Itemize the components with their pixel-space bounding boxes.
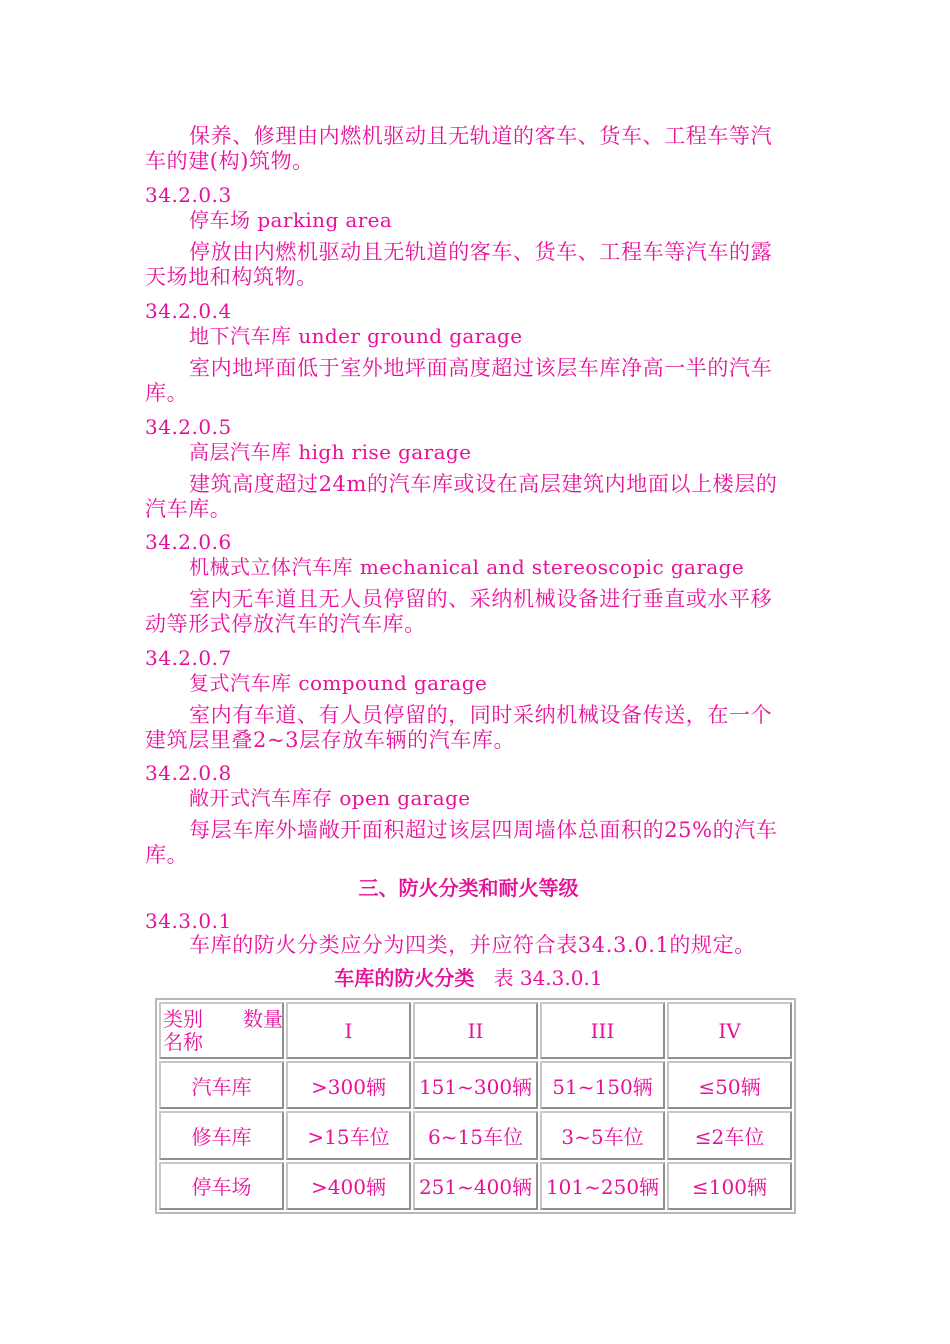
clause-number: 34.2.0.3 — [145, 183, 232, 207]
paragraph-fire-classification-rule: 车库的防火分类应分为四类，并应符合表34.3.0.1的规定。 — [189, 933, 756, 957]
table-row — [159, 1061, 792, 1109]
table-row — [159, 1162, 792, 1210]
table-cell: ≤100辆 — [667, 1162, 792, 1210]
fire-classification-table — [155, 998, 796, 1214]
term-zh: 敞开式汽车库存 — [189, 786, 333, 810]
term-zh: 停车场 — [189, 208, 251, 232]
table-cell: 6~15车位 — [413, 1111, 538, 1159]
table-cell: 3~5车位 — [540, 1111, 665, 1159]
term-zh: 高层汽车库 — [189, 440, 292, 464]
term-mechanical-garage — [189, 555, 744, 579]
clause-number: 34.2.0.4 — [145, 299, 232, 323]
table-cell: 151~300辆 — [413, 1061, 538, 1109]
table-cell: ≤2车位 — [667, 1111, 792, 1159]
term-en: mechanical and stereoscopic garage — [359, 555, 745, 579]
table-caption-title: 车库的防火分类 — [334, 966, 475, 990]
table-caption-ref: 表 34.3.0.1 — [493, 966, 603, 990]
table-caption — [145, 966, 792, 990]
term-underground-garage — [189, 324, 522, 348]
table-cell: 251~400辆 — [413, 1162, 538, 1210]
term-zh: 机械式立体汽车库 — [189, 555, 353, 579]
corner-quantity-label: 数量 — [243, 1007, 283, 1031]
table-cell: 51~150辆 — [540, 1061, 665, 1109]
term-zh: 地下汽车库 — [189, 324, 292, 348]
term-open-garage — [189, 786, 471, 810]
clause-number: 34.2.0.5 — [145, 415, 232, 439]
term-en: high rise garage — [298, 440, 472, 464]
table-cell: >15车位 — [286, 1111, 411, 1159]
table-cell: 101~250辆 — [540, 1162, 665, 1210]
clause-number: 34.2.0.6 — [145, 530, 232, 554]
table-cell: >300辆 — [286, 1061, 411, 1109]
table-row-name: 汽车库 — [159, 1061, 284, 1109]
term-high-rise-garage — [189, 440, 471, 464]
term-en: compound garage — [298, 671, 488, 695]
term-en: open garage — [339, 786, 471, 810]
table-corner-cell — [159, 1002, 284, 1059]
table-column-header: III — [540, 1002, 665, 1059]
clause-number: 34.2.0.8 — [145, 761, 232, 785]
table-row-name: 停车场 — [159, 1162, 284, 1210]
table-cell: >400辆 — [286, 1162, 411, 1210]
paragraph-mechanical-garage-definition: 室内无车道且无人员停留的、采纳机械设备进行垂直或水平移动等形式停放汽车的汽车库。 — [145, 587, 773, 636]
corner-category-label: 类别 — [163, 1007, 203, 1031]
term-zh: 复式汽车库 — [189, 671, 292, 695]
term-parking-area — [189, 208, 392, 232]
table-column-header: IV — [667, 1002, 792, 1059]
table-column-header: II — [413, 1002, 538, 1059]
table-cell: ≤50辆 — [667, 1061, 792, 1109]
term-compound-garage — [189, 671, 487, 695]
paragraph-parking-area-definition: 停放由内燃机驱动且无轨道的客车、货车、工程车等汽车的露天场地和构筑物。 — [145, 240, 773, 289]
paragraph-high-rise-garage-definition: 建筑高度超过24m的汽车库或设在高层建筑内地面以上楼层的汽车库。 — [145, 472, 778, 521]
corner-name-label: 名称 — [163, 1030, 203, 1054]
paragraph-underground-garage-definition: 室内地坪面低于室外地坪面高度超过该层车库净高一半的汽车库。 — [145, 356, 773, 405]
clause-number: 34.3.0.1 — [145, 909, 232, 933]
table-header-row — [159, 1002, 792, 1059]
section-heading: 三、防火分类和耐火等级 — [358, 876, 579, 900]
clause-number: 34.2.0.7 — [145, 646, 232, 670]
term-en: under ground garage — [298, 324, 523, 348]
table-row — [159, 1111, 792, 1159]
table-row-name: 修车库 — [159, 1111, 284, 1159]
paragraph-repair-garage-definition: 保养、修理由内燃机驱动且无轨道的客车、货车、工程车等汽车的建(构)筑物。 — [145, 124, 773, 173]
term-en: parking area — [257, 208, 393, 232]
paragraph-compound-garage-definition: 室内有车道、有人员停留的，同时采纳机械设备传送，在一个建筑层里叠2~3层存放车辆的汽车库。 — [145, 703, 773, 752]
table-column-header: I — [286, 1002, 411, 1059]
paragraph-open-garage-definition: 每层车库外墙敞开面积超过该层四周墙体总面积的25%的汽车库。 — [145, 818, 778, 867]
